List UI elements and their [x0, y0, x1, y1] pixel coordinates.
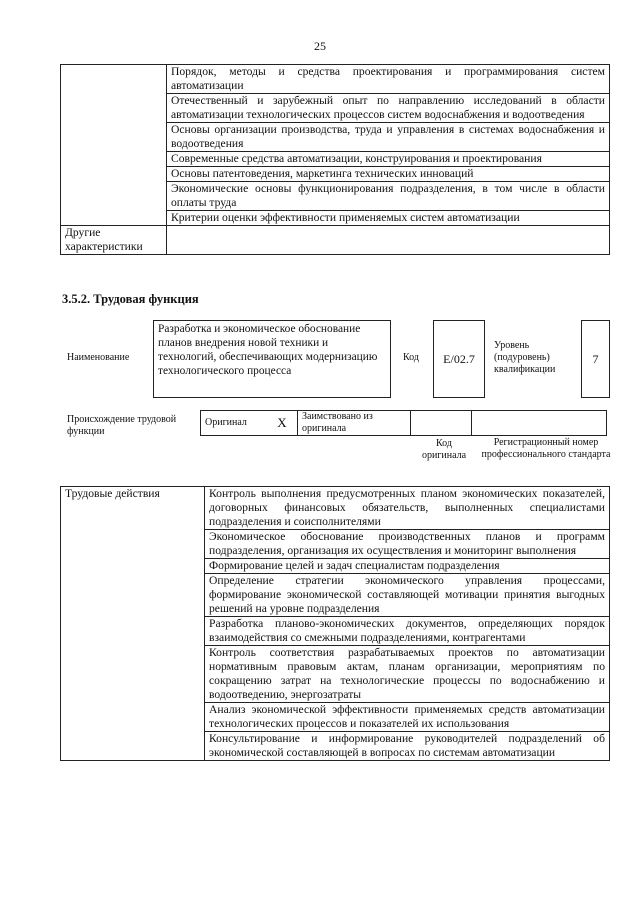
reg-number-caption: Регистрационный номер профессионального стандарта	[481, 437, 611, 460]
table-cell: Определение стратегии экономического управления процессами, формирование экономической составляющей мотивации принятия выгодных решений на уровне подразделения	[205, 574, 610, 617]
table-cell: Контроль соответствия разрабатываемых проектов по автоматизации нормативным правовым актам, планам организации, мероприятиям по сокращению затрат на технологические процессы по водоснабжению и водоотведению, энергозатраты	[205, 646, 610, 703]
table-cell-empty	[61, 65, 167, 226]
borrowed-label: Заимствовано из оригинала	[298, 411, 411, 436]
section-heading: 3.5.2. Трудовая функция	[62, 292, 199, 306]
function-name-box: Разработка и экономическое обоснование планов внедрения новой техники и технологий, обеспечивающих модернизацию технологического процесса	[153, 320, 391, 398]
table-cell: Критерии оценки эффективности применяемых систем автоматизации	[167, 211, 610, 226]
code-original-caption: Код оригинала	[421, 438, 467, 461]
table-row	[61, 226, 610, 255]
table-cell: Консультирование и информирование руководителей подразделений об экономической составляющей в вопросах по системам автоматизации	[205, 732, 610, 761]
code-original-cell	[411, 411, 472, 436]
table-cell: Анализ экономической эффективности применяемых средств автоматизации технологических процессов и показателей их использования	[205, 703, 610, 732]
table-cell: Экономические основы функционирования подразделения, в том числе в области оплаты труда	[167, 182, 610, 211]
table-cell: Экономическое обоснование производственных планов и программ подразделения, организация их осуществления и мониторинг выполнения	[205, 530, 610, 559]
table-cell: Контроль выполнения предусмотренных планом экономических показателей, договорных финансовых обязательств, выполненных специалистами подразделения и соисполнителями	[205, 487, 610, 530]
origin-label: Происхождение трудовой функции	[67, 414, 177, 437]
labor-actions-label: Трудовые действия	[61, 487, 205, 761]
table-cell: Формирование целей и задач специалистам подразделения	[205, 559, 610, 574]
knowledge-table	[60, 64, 610, 255]
table-cell: Разработка планово-экономических документов, определяющих порядок взаимодействия со смежными подразделениями, контрагентами	[205, 617, 610, 646]
table-row	[61, 487, 610, 530]
code-label: Код	[403, 352, 419, 363]
original-mark: X	[267, 411, 298, 436]
other-characteristics-value	[167, 226, 610, 255]
table-cell: Основы организации производства, труда и управления в системах водоснабжения и водоотведения	[167, 123, 610, 152]
table-row	[61, 65, 610, 94]
table-cell: Современные средства автоматизации, конструирования и проектирования	[167, 152, 610, 167]
code-value-box: E/02.7	[433, 320, 485, 398]
origin-table	[200, 410, 607, 436]
table-row	[201, 411, 607, 436]
other-characteristics-label: Другие характеристики	[61, 226, 167, 255]
level-value-box: 7	[581, 320, 610, 398]
name-label: Наименование	[67, 352, 130, 363]
original-label: Оригинал	[201, 411, 268, 436]
level-label: Уровень (подуровень) квалификации	[494, 340, 556, 375]
table-cell: Основы патентоведения, маркетинга технических инноваций	[167, 167, 610, 182]
page-number: 25	[314, 39, 326, 53]
reg-number-cell	[472, 411, 607, 436]
labor-actions-table	[60, 486, 610, 761]
table-cell: Порядок, методы и средства проектирования и программирования систем автоматизации	[167, 65, 610, 94]
table-cell: Отечественный и зарубежный опыт по направлению исследований в области автоматизации технологических процессов систем водоснабжения и водоотведения	[167, 94, 610, 123]
